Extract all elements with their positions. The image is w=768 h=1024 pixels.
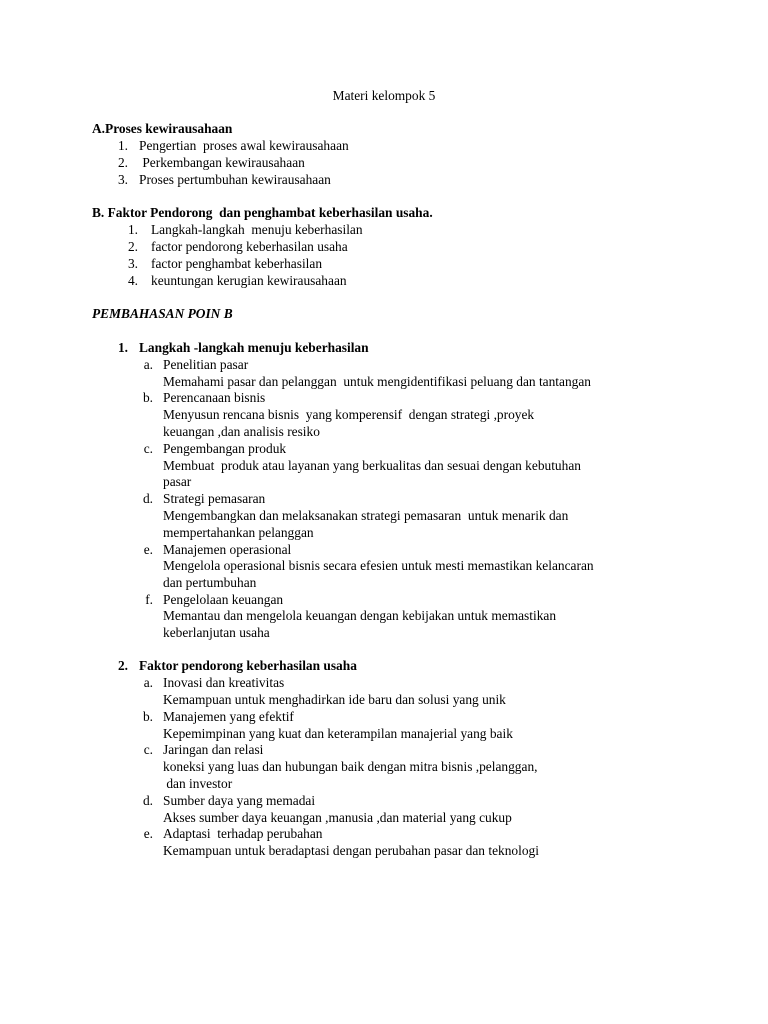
list-item xyxy=(0,239,768,256)
pembahasan-heading: PEMBAHASAN POIN B xyxy=(92,306,233,321)
point-1-heading xyxy=(0,340,768,357)
list-text: keuntungan kerugian kewirausahaan xyxy=(151,273,347,288)
list-number: 4. xyxy=(127,273,138,288)
list-item xyxy=(0,138,768,155)
list-number: 3. xyxy=(127,256,138,271)
list-item xyxy=(0,256,768,273)
sub-label: Strategi pemasaran xyxy=(163,491,266,506)
sub-label: Pengembangan produk xyxy=(163,441,287,456)
sub-marker: c. xyxy=(143,742,153,757)
list-text: factor penghambat keberhasilan xyxy=(151,256,323,271)
sub-marker: b. xyxy=(142,390,153,405)
list-number: 2. xyxy=(127,239,138,254)
sub-label: Inovasi dan kreativitas xyxy=(163,675,285,690)
sub-marker: d. xyxy=(142,491,153,506)
list-number: 1. xyxy=(117,138,128,153)
sub-marker: e. xyxy=(143,542,153,557)
sub-marker: f. xyxy=(145,592,153,607)
sub-description: Mengelola operasional bisnis secara efesien untuk mesti memastikan kelancaran xyxy=(163,558,594,573)
sub-description: keuangan ,dan analisis resiko xyxy=(163,424,320,439)
list-number: 3. xyxy=(117,172,128,187)
list-text: Pengertian proses awal kewirausahaan xyxy=(139,138,349,153)
list-text: factor pendorong keberhasilan usaha xyxy=(151,239,348,254)
sub-description: Kemampuan untuk beradaptasi dengan perubahan pasar dan teknologi xyxy=(163,843,539,858)
sub-marker: b. xyxy=(142,709,153,724)
sub-label: Perencanaan bisnis xyxy=(163,390,266,405)
sub-label: Manajemen operasional xyxy=(163,542,292,557)
point-title: Faktor pendorong keberhasilan usaha xyxy=(139,658,357,673)
sub-description: Memantau dan mengelola keuangan dengan kebijakan untuk memastikan xyxy=(163,608,557,623)
sub-marker: a. xyxy=(143,675,153,690)
list-item xyxy=(0,155,768,172)
list-text: Perkembangan kewirausahaan xyxy=(139,155,305,170)
section-b-heading: B. Faktor Pendorong dan penghambat keberhasilan usaha. xyxy=(92,205,433,220)
point-number: 2. xyxy=(117,658,128,673)
sub-label: Manajemen yang efektif xyxy=(163,709,294,724)
list-text: Proses pertumbuhan kewirausahaan xyxy=(139,172,331,187)
point-number: 1. xyxy=(117,340,128,355)
sub-description: Menyusun rencana bisnis yang komperensif dengan strategi ,proyek xyxy=(163,407,535,422)
list-number: 2. xyxy=(117,155,128,170)
sub-description: dan pertumbuhan xyxy=(163,575,257,590)
list-text: Langkah-langkah menuju keberhasilan xyxy=(151,222,363,237)
sub-label: Jaringan dan relasi xyxy=(163,742,264,757)
sub-label: Pengelolaan keuangan xyxy=(163,592,284,607)
sub-description: Akses sumber daya keuangan ,manusia ,dan material yang cukup xyxy=(163,810,512,825)
sub-marker: e. xyxy=(143,826,153,841)
sub-description: pasar xyxy=(163,474,192,489)
list-item xyxy=(0,172,768,189)
list-item xyxy=(0,273,768,290)
sub-description: Membuat produk atau layanan yang berkualitas dan sesuai dengan kebutuhan xyxy=(163,458,581,473)
sub-label: Adaptasi terhadap perubahan xyxy=(163,826,323,841)
list-number: 1. xyxy=(127,222,138,237)
sub-marker: c. xyxy=(143,441,153,456)
point-2-heading xyxy=(0,658,768,675)
sub-description: mempertahankan pelanggan xyxy=(163,525,314,540)
sub-label: Sumber daya yang memadai xyxy=(163,793,316,808)
sub-description: Kemampuan untuk menghadirkan ide baru dan solusi yang unik xyxy=(163,692,506,707)
list-item xyxy=(0,222,768,239)
document-title: Materi kelompok 5 xyxy=(332,88,436,103)
sub-description: Memahami pasar dan pelanggan untuk mengidentifikasi peluang dan tantangan xyxy=(163,374,591,389)
sub-marker: d. xyxy=(142,793,153,808)
sub-description: dan investor xyxy=(163,776,233,791)
sub-description: keberlanjutan usaha xyxy=(163,625,270,640)
sub-description: Kepemimpinan yang kuat dan keterampilan manajerial yang baik xyxy=(163,726,513,741)
section-a-heading: A.Proses kewirausahaan xyxy=(92,121,233,136)
sub-label: Penelitian pasar xyxy=(163,357,249,372)
sub-description: Mengembangkan dan melaksanakan strategi pemasaran untuk menarik dan xyxy=(163,508,569,523)
sub-marker: a. xyxy=(143,357,153,372)
sub-description: koneksi yang luas dan hubungan baik dengan mitra bisnis ,pelanggan, xyxy=(163,759,538,774)
point-title: Langkah -langkah menuju keberhasilan xyxy=(139,340,369,355)
